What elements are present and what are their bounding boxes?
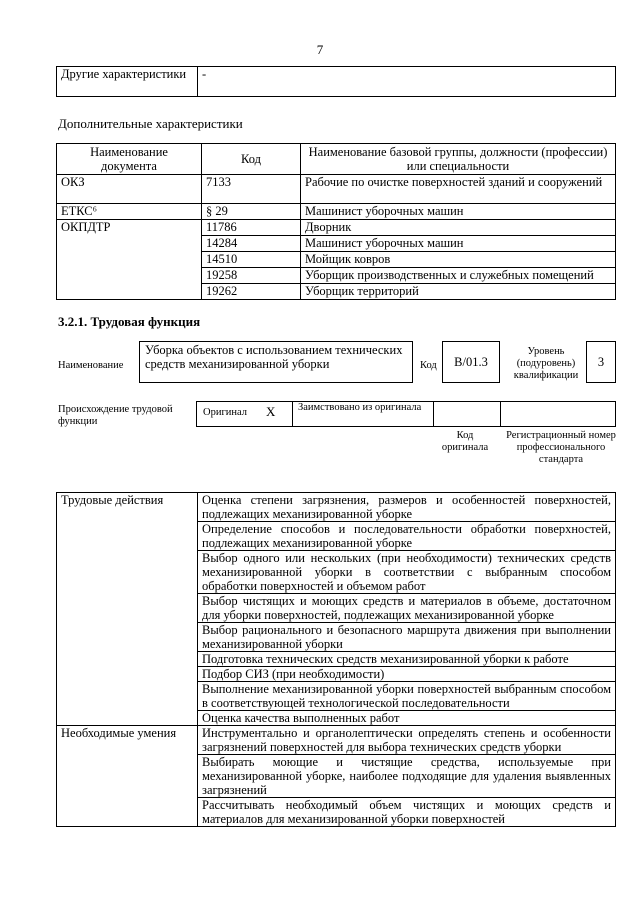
reg-caption: Регистрационный номер профессионального стандарта — [506, 430, 616, 465]
row-code: § 29 — [202, 204, 301, 220]
row-doc: ОКПДТР — [57, 220, 202, 300]
action-item: Подбор СИЗ (при необходимости) — [198, 667, 616, 682]
action-item: Выбор одного или нескольких (при необходимости) технических средств механизированной уборки в соответствии с выбранным способом обработки поверхностей и объемом работ — [198, 551, 616, 594]
other-label: Другие характеристики — [57, 67, 198, 97]
row-code: 11786 — [202, 220, 301, 236]
row-doc: ОКЗ — [57, 175, 202, 204]
row-name: Дворник — [301, 220, 616, 236]
row-name: Машинист уборочных машин — [301, 236, 616, 252]
action-item: Выбор рационального и безопасного маршрута движения при выполнении механизированной уборки — [198, 623, 616, 652]
origin-divider — [500, 401, 501, 427]
other-characteristics-table — [56, 66, 616, 97]
actions-label: Трудовые действия — [57, 493, 198, 726]
action-item: Оценка качества выполненных работ — [198, 711, 616, 726]
action-item: Оценка степени загрязнения, размеров и особенностей поверхностей, подлежащих механизированной уборке — [198, 493, 616, 522]
additional-heading: Дополнительные характеристики — [58, 116, 243, 131]
other-value: - — [198, 67, 616, 97]
action-item: Определение способов и последовательности обработки поверхностей, подлежащих механизированной уборке — [198, 522, 616, 551]
row-code: 14510 — [202, 252, 301, 268]
level-value: 3 — [586, 341, 616, 383]
row-name: Машинист уборочных машин — [301, 204, 616, 220]
action-item: Выполнение механизированной уборки поверхностей выбранным способом в соответствующей технологической последовательности — [198, 682, 616, 711]
skill-item: Выбирать моющие и чистящие средства, используемые при механизированной уборке, наиболее подходящие для удаления выявленных загрязнений — [198, 755, 616, 798]
borrowed-label: Заимствовано из оригинала — [298, 402, 422, 413]
header-code: Код — [202, 144, 301, 175]
row-code: 19262 — [202, 284, 301, 300]
action-item: Подготовка технических средств механизированной уборки к работе — [198, 652, 616, 667]
origin-label: Происхождение трудовой функции — [58, 404, 173, 427]
level-label: Уровень (подуровень) квалификации — [513, 346, 579, 381]
actions-skills-table — [56, 492, 616, 827]
row-code: 19258 — [202, 268, 301, 284]
skill-item: Инструментально и органолептически определять степень и особенности загрязнений поверхностей для выбора технических средств уборки — [198, 726, 616, 755]
origin-divider — [292, 401, 293, 427]
code-label: Код — [420, 360, 437, 371]
page-number: 7 — [316, 42, 324, 57]
row-code: 14284 — [202, 236, 301, 252]
skills-label: Необходимые умения — [57, 726, 198, 827]
function-code: B/01.3 — [442, 341, 500, 383]
row-code: 7133 — [202, 175, 301, 204]
row-name: Уборщик территорий — [301, 284, 616, 300]
name-label: Наименование — [58, 360, 124, 371]
origin-divider — [433, 401, 434, 427]
row-name: Мойщик ковров — [301, 252, 616, 268]
action-item: Выбор чистящих и моющих средств и материалов в объеме, достаточном для уборки поверхностей, подлежащих механизированной уборке — [198, 594, 616, 623]
function-name: Уборка объектов с использованием технических средств механизированной уборки — [139, 341, 413, 383]
skill-item: Рассчитывать необходимый объем чистящих и моющих средств и материалов для механизированной уборки поверхностей — [198, 798, 616, 827]
row-doc: ЕТКС⁶ — [57, 204, 202, 220]
section-title: 3.2.1. Трудовая функция — [58, 314, 201, 329]
code-caption: Код оригинала — [441, 430, 489, 453]
original-mark: X — [266, 404, 276, 419]
row-name: Рабочие по очистке поверхностей зданий и сооружений — [301, 175, 616, 204]
additional-table — [56, 143, 616, 300]
row-name: Уборщик производственных и служебных помещений — [301, 268, 616, 284]
header-doc: Наименование документа — [57, 144, 202, 175]
original-label: Оригинал — [203, 407, 247, 418]
header-name: Наименование базовой группы, должности (профессии) или специальности — [301, 144, 616, 175]
